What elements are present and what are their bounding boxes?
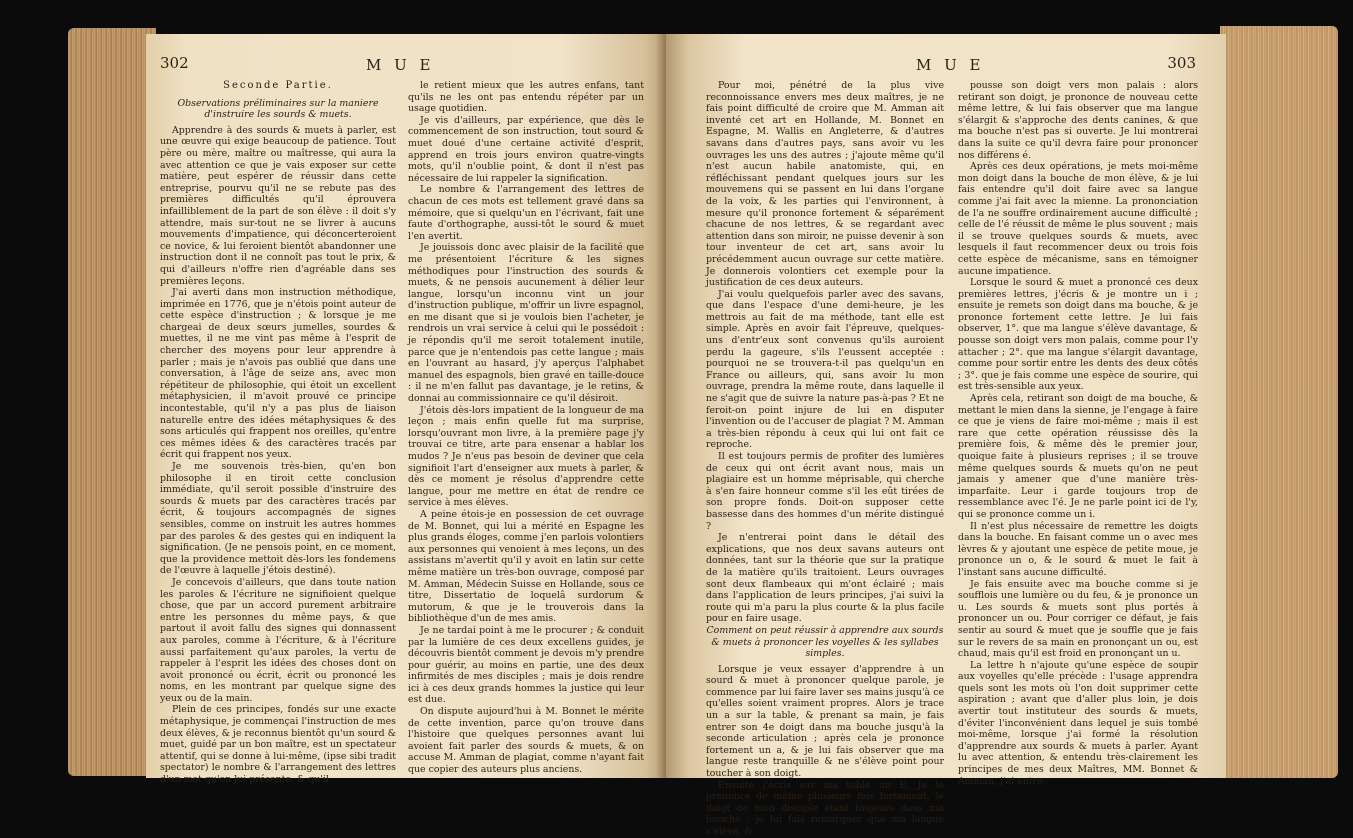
right-page-edges <box>1220 26 1338 778</box>
paragraph: J'ai averti dans mon instruction méthodique, imprimée en 1776, que je n'étois point auteur de cette espèce d'instruction ; & lorsque je me chargeai de deux sœurs jumelles, sourdes & muettes, il ne me vint pas même à l'esprit de chercher des moyens pour leur apprendre à parler ; mais je n'avois pas oublié que dans une conversation, à l'âge de seize ans, avec mon répétiteur de philosophie, qui étoit un excellent métaphysicien, il m'avoit prouvé ce principe incontestable, qu'il n'y a pas plus de liaison naturelle entre des idées métaphysiques & des sons articulés qui frappent nos oreilles, qu'entre ces mêmes idées & des caractères tracés par écrit qui frappent nos yeux. <box>160 287 396 461</box>
paragraph: Après ces deux opérations, je mets moi-même mon doigt dans la bouche de mon élève, & je lui fais entendre qu'il doit faire avec sa langue comme j'ai fait avec la mienne. La prononciation de l'a ne souffre ordinairement aucune difficulté ; celle de l'é réussit de même le plus souvent ; mais il se trouve quelques sourds & muets, avec lesquels il faut recommencer deux ou trois fois cette espèce de mécanisme, sans en témoigner aucune impatience. <box>958 161 1198 277</box>
paragraph: Je me souvenois très-bien, qu'en bon philosophe il en tiroit cette conclusion immédiate, qu'il seroit possible d'instruire des sourds & muets par des caractères tracés par écrit, & toujours accompagnés de signes sensibles, comme on instruit les autres hommes par des paroles & des gestes qui en indiquent la signification. (Je ne pensois point, en ce moment, que la providence mettoit dès-lors les fondemens de l'œuvre à laquelle j'étois destiné). <box>160 461 396 577</box>
section-title: Seconde Partie. <box>223 80 333 91</box>
right-column-1 <box>706 80 944 838</box>
paragraph: Je fais ensuite avec ma bouche comme si je soufflois une lumière ou du feu, & je prononce un u. Les sourds & muets sont plus portés à prononcer un ou. Pour corriger ce défaut, je fais sentir au sourd & muet que je souffle que je fais sur le revers de sa main en prononçant un ou, est chaud, mais qu'il est froid en prononçant un u. <box>958 578 1198 660</box>
paragraph: Je jouissois donc avec plaisir de la facilité que me présentoient l'écriture & les signes méthodiques pour l'instruction des sourds & muets, & ne pensois aucunement à délier leur langue, lorsqu'un inconnu vint un jour d'instruction publique, m'offrir un livre espagnol, en me disant que si je voulois bien l'acheter, je rendrois un vrai service à celui qui le possédoit : je répondis qu'il me seroit totalement inutile, parce que je n'entendois pas cette langue ; mais en l'ouvrant au hasard, j'y aperçus l'alphabet manuel des espagnols, bien gravé en taille-douce : il ne m'en fallut pas davantage, je le retins, & donnai au commissionnaire ce qu'il désiroit. <box>408 242 644 405</box>
paragraph: Apprendre à des sourds & muets à parler, est une œuvre qui exige beaucoup de patience. Tout père ou mère, maître ou maîtresse, qui aura la avec attention ce que je vais exposer sur cette matière, peut espérer de réussir dans cette entreprise, pourvu qu'il ne se rebute pas des premières difficultés qu'il éprouvera infailliblement de la part de son élève : il doit s'y attendre, mais sur-tout ne se livrer à aucuns mouvements d'impatience, qui déconcerteroient ce novice, & lui feroient bientôt abandonner une instruction dont il ne connoît pas tout le prix, & qui d'ailleurs n'offre rien d'agréable dans ses premières leçons. <box>160 124 396 287</box>
paragraph: Je n'entrerai point dans le détail des explications, que nos deux savans auteurs ont données, tant sur la théorie que sur la pratique de la matière qu'ils traitoient. Leurs ouvrages sont deux flambeaux qui m'ont éclairé ; mais dans l'application de leurs principes, j'ai suivi la route qui m'a paru la plus courte & la plus facile pour en faire usage. <box>706 532 944 625</box>
open-book <box>6 8 1346 837</box>
paragraph: Il est toujours permis de profiter des lumières de ceux qui ont écrit avant nous, mais un plagiaire est un homme méprisable, qui cherche à s'en faire honneur comme s'il les eût tirées de son propre fonds. Doit-on supposer cette bassesse dans des hommes d'un mérite distingué ? <box>706 451 944 532</box>
paragraph: Après cela, retirant son doigt de ma bouche, & mettant le mien dans la sienne, je l'engage à faire ce que je viens de faire moi-même ; mais il est rare que cette opération réussisse dès la première fois, & même dès le premier jour, quoique faite à plusieurs reprises ; il se trouve même quelques sourds & muets qu'on ne peut jamais y amener que d'une manière très-imparfaite. Leur i garde toujours trop de ressemblance avec l'é. Je ne parle point ici de l'y, qui se prononce comme un i. <box>958 393 1198 520</box>
paragraph: On dispute aujourd'hui à M. Bonnet le mérite de cette invention, parce qu'on trouve dans l'histoire que quelques personnes avant lui avoient fait parler des sourds & muets, & on accuse M. Amman de plagiat, comme n'ayant fait que copier des auteurs plus anciens. <box>408 706 644 776</box>
subsection-heading: Comment on peut réussir à apprendre aux sourds & muets à prononcer les voyelles & les syllabes simples. <box>706 624 944 660</box>
left-column-2 <box>408 80 644 776</box>
right-column-2 <box>958 80 1198 787</box>
page-number: 303 <box>1167 54 1196 72</box>
running-head: M U E <box>916 56 985 74</box>
paragraph: Lorsque le sourd & muet a prononcé ces deux premières lettres, j'écris & je montre un i ; ensuite je remets son doigt dans ma bouche, & je prononce fortement cette lettre. Je lui fais observer, 1°. que ma langue s'élève davantage, & pousse son doigt vers mon palais, comme pour l'y attacher ; 2°. que ma langue s'élargit davantage, comme pour sortir entre les dents des deux côtés ; 3°. que je fais comme une espèce de sourire, qui est très-sensible aux yeux. <box>958 277 1198 393</box>
paragraph: Plein de ces principes, fondés sur une exacte métaphysique, je commençai l'instruction de mes deux élèves, & je reconnus bientôt qu'un sourd & muet, guidé par un bon maître, est un spectateur attentif, qui se donne à lui-même, (ipse sibi tradit spectator) le nombre & l'arrangement des lettres d'un mot qu'on lui présente, & qu'il <box>160 704 396 786</box>
paragraph: le retient mieux que les autres enfans, tant qu'ils ne les ont pas entendu répéter par un usage quotidien. <box>408 80 644 115</box>
paragraph: Le nombre & l'arrangement des lettres de chacun de ces mots est tellement gravé dans sa mémoire, que si quelqu'un en l'écrivant, fait une faute d'orthographe, aussi-tôt le sourd & muet l'en avertit. <box>408 184 644 242</box>
paragraph: pousse son doigt vers mon palais : alors retirant son doigt, je prononce de nouveau cette même lettre, & lui fais observer que ma langue s'élargit & s'approche des dents canines, & que ma bouche n'est pas si ouverte. Je lui montrerai dans la suite ce qu'il devra faire pour prononcer nos différens é. <box>958 80 1198 161</box>
running-head: M U E <box>366 56 435 74</box>
page-number: 302 <box>160 54 189 72</box>
paragraph: Je concevois d'ailleurs, que dans toute nation les paroles & l'écriture ne signifioient quelque chose, que par un accord purement arbitraire entre les personnes du même pays, & que partout il avoit fallu des signes qui donnassent aux paroles, comme à l'écriture, & à l'écriture aussi parfaitement qu'aux paroles, la vertu de rappeler à l'esprit les idées des choses dont on avoit prononcé ou écrit, écrit ou prononcé les noms, en les montrant par quelque signe des yeux ou de la main. <box>160 576 396 704</box>
paragraph: La lettre h n'ajoute qu'une espèce de soupir aux voyelles qu'elle précède : l'usage apprendra quels sont les mots où l'on doit supprimer cette aspiration ; avant que d'aller plus loin, je dois avertir tout instituteur des sourds & muets, d'éviter l'inconvénient dans lequel je suis tombé moi-même, lorsque j'ai formé la résolution d'apprendre aux sourds & muets à parler. Ayant lu avec attention, & entendu très-clairement les principes de mes deux Maîtres, MM. Bonnet & Amman, j'ai entre- <box>958 659 1198 787</box>
right-page <box>666 34 1226 837</box>
paragraph: Il n'est plus nécessaire de remettre les doigts dans la bouche. En faisant comme un o avec mes lèvres & y ajoutant une espèce de petite moue, je prononce un o, & le sourd & muet le fait à l'instant sans aucune difficulté. <box>958 520 1198 578</box>
paragraph: J'ai voulu quelquefois parler avec des savans, que dans l'espace d'une demi-heure, je les mettrois au fait de ma méthode, tant elle est simple. Après en avoir fait l'épreuve, quelques-uns d'entr'eux sont convenus qu'ils auroient perdu la gageure, s'ils l'eussent acceptée : pourquoi ne se trouvera-t-il pas quelqu'un en France ou ailleurs, qui, sans avoir lu mon ouvrage, prendra la même route, dans laquelle il ne s'agit que de suivre la nature pas-à-pas ? Et ne feroit-on point injure de lui en disputer l'invention ou de l'accuser de plagiat ? M. Amman a très-bien répondu à ceux qui lui ont fait ce reproche. <box>706 288 944 451</box>
paragraph: Pour moi, pénétré de la plus vive reconnoissance envers mes deux maîtres, je ne fais point difficulté de croire que M. Amman ait inventé cet art en Hollande, M. Bonnet en Espagne, M. Wallis en Angleterre, & d'autres savans dans d'autres pays, sans avoir vu les ouvrages les uns des autres ; j'ajoute même qu'il n'est aucun habile anatomiste, qui, en réfléchissant pendant quelques jours sur les mouvemens qui se passent en lui dans l'organe de la voix, & les parties qui l'environnent, à mesure qu'il prononce fortement & séparément chacune de nos lettres, & se regardant avec attention dans son miroir, ne puisse devenir à son tour inventeur de cet art, sans avoir lu précédemment aucun ouvrage sur cette matière. Je donnerois volontiers cet exemple pour la justification de ces deux auteurs. <box>706 80 944 289</box>
left-page <box>146 34 666 786</box>
paragraph: Je vis d'ailleurs, par expérience, que dès le commencement de son instruction, tout sourd & muet doué d'une certaine activité d'esprit, apprend en trois jours environ quatre-vingts mots, qu'il n'oublie point, & dont il n'est pas nécessaire de lui rappeler la signification. <box>408 114 644 184</box>
left-page-edges <box>68 28 156 776</box>
paragraph: J'étois dès-lors impatient de la longueur de ma leçon ; mais enfin quelle fut ma surprise, lorsqu'ouvrant mon livre, à la première page j'y trouvai ce titre, arte para ensenar a hablar los mudos ? Je n'eus pas besoin de deviner que cela signifioit l'art d'enseigner aux muets à parler, & dès ce moment je résolus d'apprendre cette langue, pour me mettre en état de rendre ce service à mes élèves. <box>408 404 644 509</box>
paragraph: Ensuite j'écris sur ma table un E. Je le prononce de même plusieurs fois fortement, le doigt de mon disciple étant toujours dans ma bouche ; je lui fais remarquer que ma langue s'élève, & <box>706 779 944 837</box>
paragraph: Je ne tardai point à me le procurer ; & conduit par la lumière de ces deux excellens guides, je découvris bientôt comment je devois m'y prendre pour guérir, au moins en partie, une des deux infirmités de mes disciples ; mais je dois rendre ici à ces deux grands hommes la justice qui leur est due. <box>408 624 644 706</box>
left-column-1 <box>160 80 396 786</box>
paragraph: Lorsque je veux essayer d'apprendre à un sourd & muet à prononcer quelque parole, je commence par lui faire laver ses mains jusqu'à ce qu'elles soient vraiment propres. Alors je trace un a sur la table, & prenant sa main, je fais entrer son 4e doigt dans ma bouche jusqu'à la seconde articulation ; après cela je prononce fortement un a, & je lui fais observer que ma langue reste tranquille & ne s'élève point pour toucher à son doigt. <box>706 663 944 780</box>
observation-title: Observations préliminaires sur la maniere d'instruire les sourds & muets. <box>177 97 379 121</box>
paragraph: A peine étois-je en possession de cet ouvrage de M. Bonnet, qui lui a mérité en Espagne les plus grands éloges, comme j'en parlois volontiers aux personnes qui venoient à mes leçons, un des assistans m'avertit qu'il y avoit en latin sur cette même matière un très-bon ouvrage, composé par M. Amman, Médecin Suisse en Hollande, sous ce titre, Dissertatio de loquelâ surdorum & mutorum, & que je le trouverois dans la bibliothèque d'un de mes amis. <box>408 508 644 625</box>
